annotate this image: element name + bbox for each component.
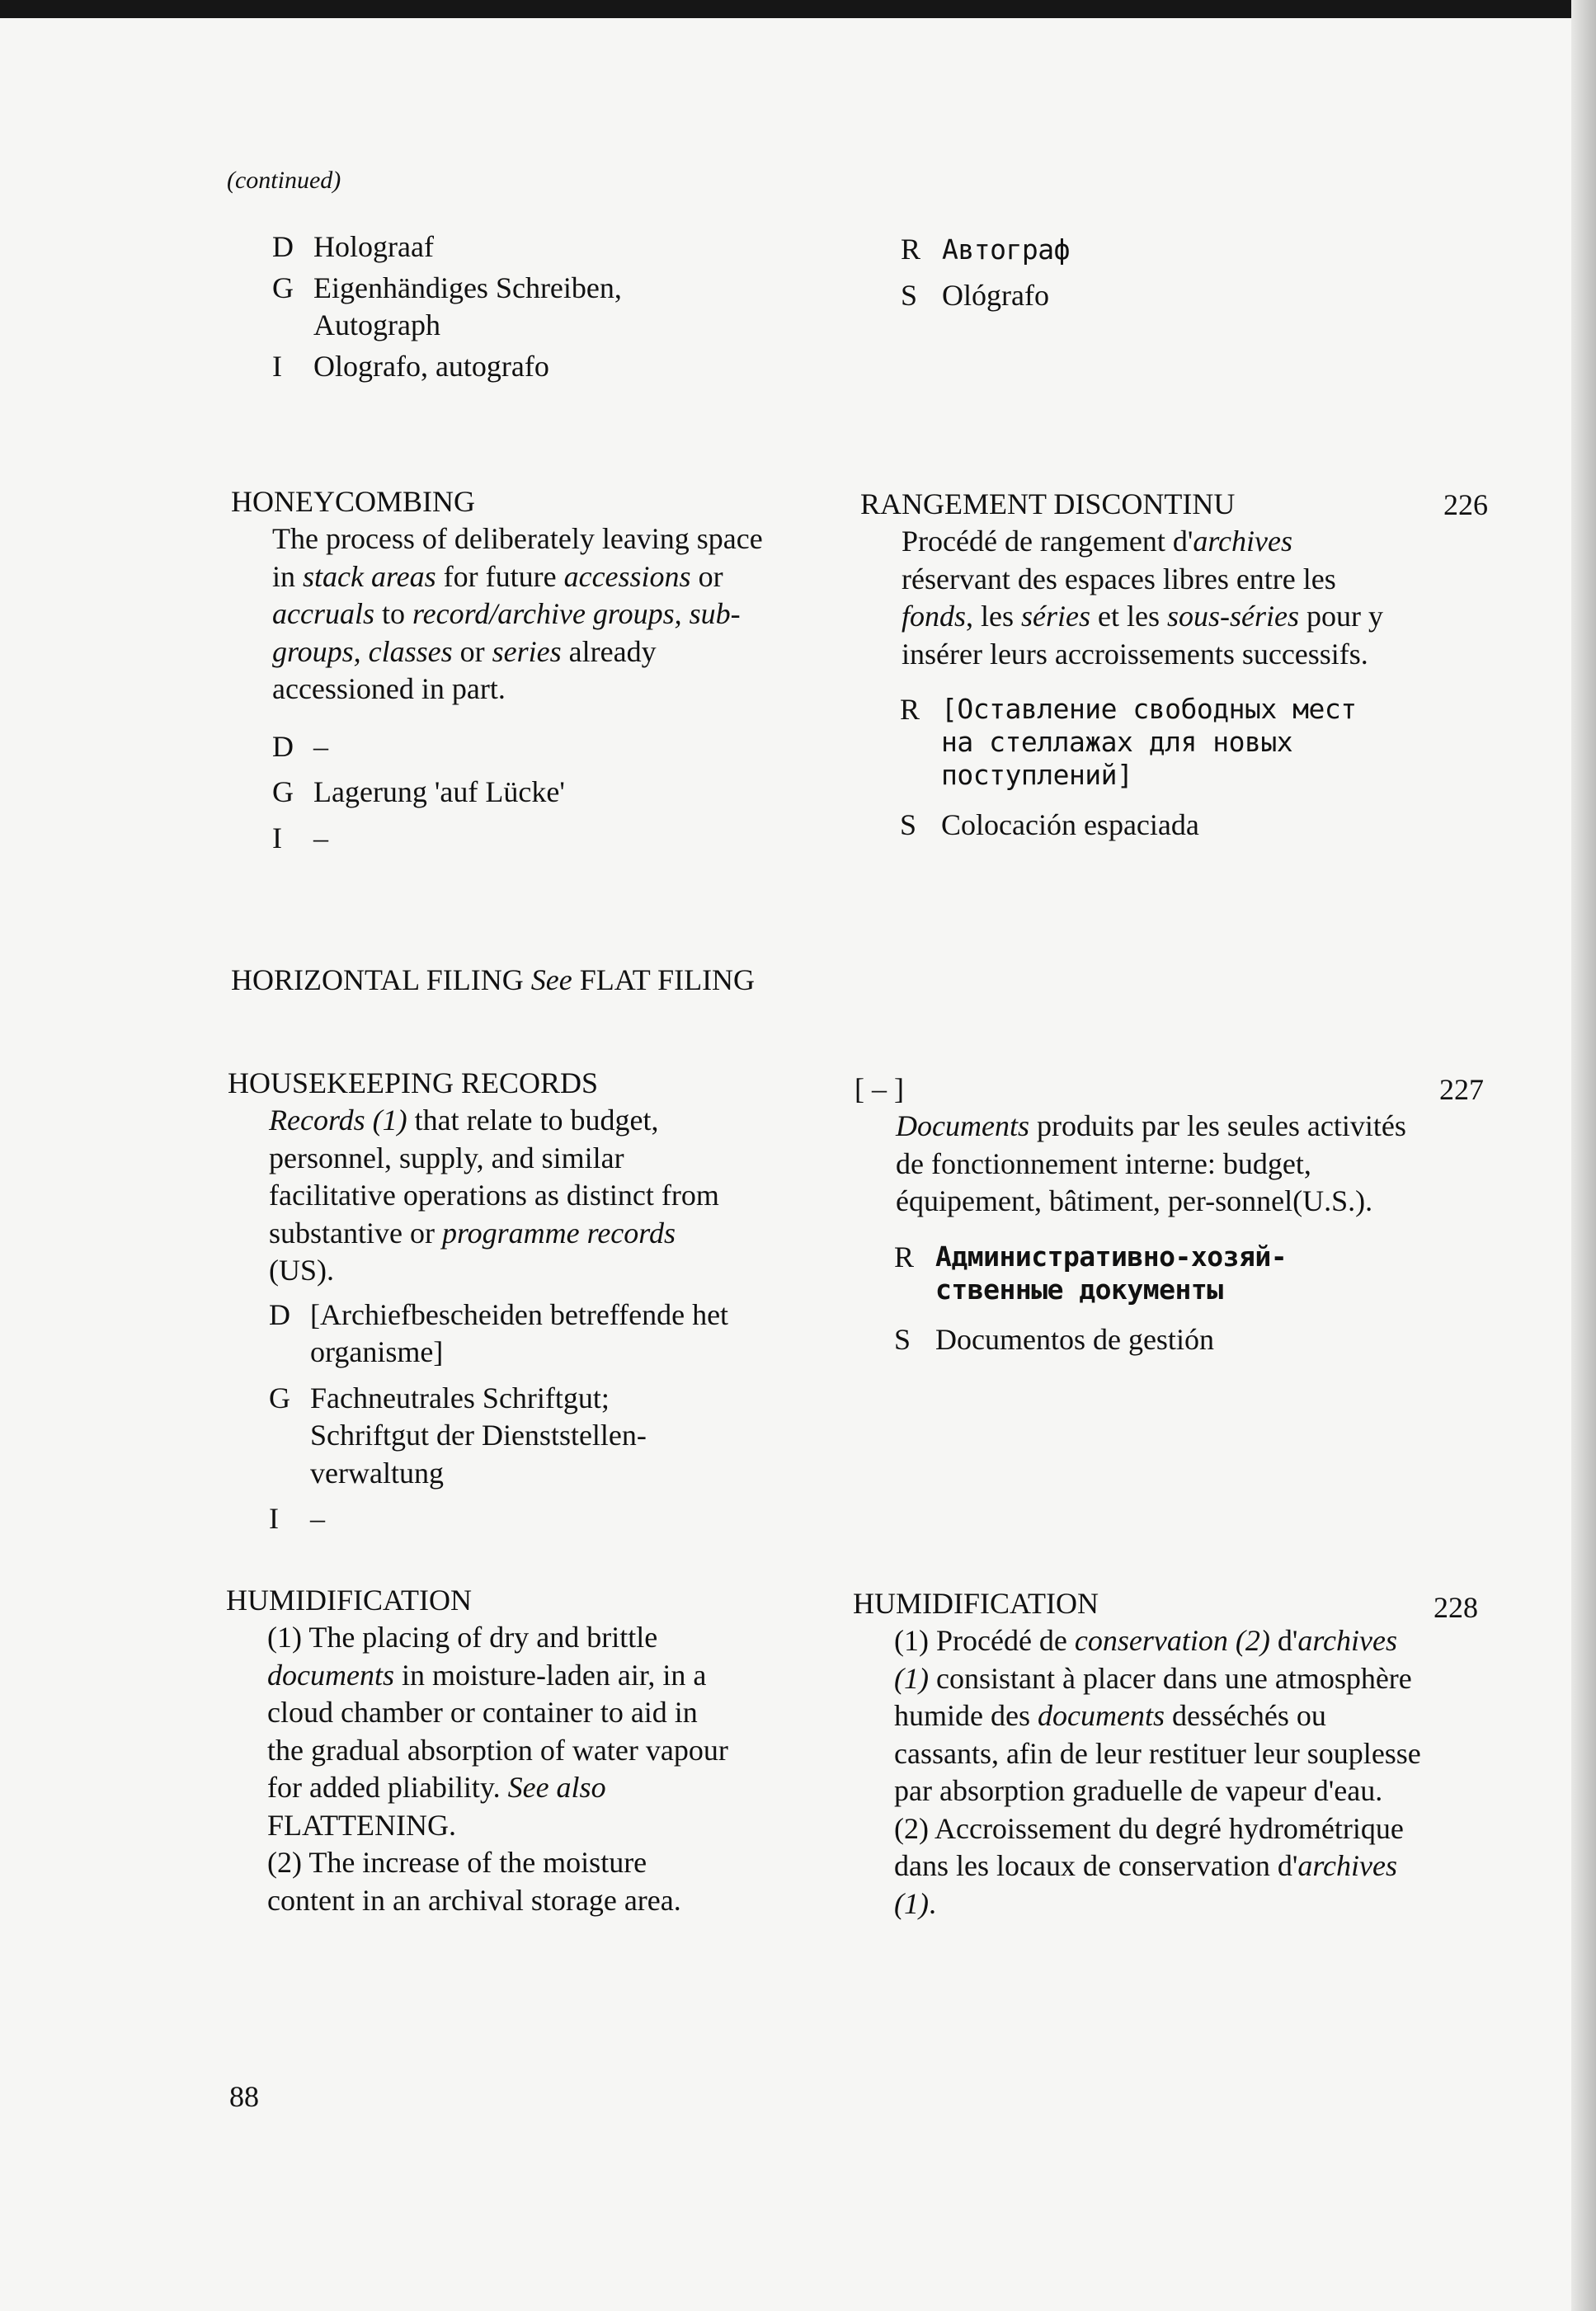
def-text: already accessioned in part. [272, 634, 657, 705]
def-italic: sous-séries [1167, 600, 1299, 633]
def-text: or [690, 559, 723, 593]
term-text: Автограф [942, 233, 1070, 266]
def-text: that relate to budget, personnel, supply, and similar facilitative operations as distinct from substantive or [269, 1104, 719, 1250]
term-row-r [901, 231, 1544, 269]
lang-code: G [272, 271, 294, 304]
entry-definition [860, 523, 1396, 673]
term-row-d [228, 1297, 805, 1372]
entry-definition-2: (2) The increase of the moisture content in an archival storage area. [267, 1846, 681, 1917]
def-text: The process of deliberately leaving space in [272, 522, 763, 593]
def-italic: programme records [441, 1216, 676, 1250]
cross-reference-target: FLAT FILING [579, 963, 756, 996]
def-text: (US). [269, 1254, 334, 1287]
entry-humidification [226, 1582, 803, 1919]
term-row-i [228, 1500, 805, 1538]
term-row-r [860, 693, 1504, 792]
lang-code: S [900, 808, 917, 841]
lang-code: S [894, 1322, 911, 1356]
def-italic: conservation (2) [1074, 1624, 1270, 1657]
continued-label: (continued) [227, 167, 341, 194]
def-text: in moisture-laden air, in a cloud chamber or container to aid in the gradual absorption of water vapour for added pliability. [267, 1658, 728, 1804]
entry-definition [228, 1102, 747, 1290]
entry-horizontal-filing [231, 962, 874, 999]
def-text: . [928, 1886, 936, 1920]
term-row-r [854, 1240, 1498, 1306]
def-text: for future [435, 559, 564, 593]
entry-rangement-discontinu [860, 486, 1504, 845]
term-row-d [231, 728, 808, 766]
term-row-s [854, 1321, 1498, 1359]
entry-definition [231, 520, 767, 708]
def-text: (2) Accroissement du degré hydrométrique dans les locaux de conservation d' [894, 1811, 1404, 1882]
entry-definition [854, 1108, 1424, 1221]
term-text: Lagerung 'auf Lücke' [313, 775, 565, 808]
lang-code: D [272, 729, 294, 763]
def-italic: documents [267, 1658, 394, 1692]
term-row-s [901, 277, 1544, 315]
term-row-g [228, 1380, 805, 1493]
def-italic: Records (1) [269, 1104, 407, 1137]
def-italic: stack areas [303, 559, 436, 593]
def-italic: archives [1193, 525, 1292, 558]
lang-code: I [269, 1502, 279, 1535]
term-text: Fachneutrales Schriftgut; Schriftgut der Dienststellen-verwaltung [310, 1381, 647, 1490]
def-text: (1) Procédé de [894, 1624, 1075, 1657]
term-text: Colocación espaciada [941, 808, 1199, 841]
entry-definition-2 [853, 1810, 1422, 1923]
term-text: Административно-хозяй-ственные документы [935, 1240, 1288, 1306]
entry-term: HONEYCOMBING [231, 485, 475, 518]
term-text: [Archiefbescheiden betreffende het organisme] [310, 1297, 729, 1368]
entry-honeycombing [231, 483, 808, 857]
def-text: réservant des espaces libres entre les [902, 562, 1336, 595]
entry-housekeeping-records [228, 1065, 805, 1538]
def-italic: archives (1) [894, 1624, 1397, 1695]
def-text: FLATTENING. [267, 1808, 456, 1842]
term-row-d [231, 228, 808, 266]
lang-code: R [900, 693, 920, 726]
entry-term: HORIZONTAL FILING [231, 963, 524, 996]
def-text: Procédé de rangement d' [902, 525, 1193, 558]
scan-top-edge [0, 0, 1596, 18]
scan-right-edge [1571, 0, 1596, 2311]
entry-number: 228 [1434, 1591, 1478, 1624]
term-row-g [231, 774, 808, 812]
entry-term: HOUSEKEEPING RECORDS [228, 1066, 599, 1099]
term-text: [Оставление свободных мест на стеллажах для новых поступлений] [941, 693, 1357, 791]
entry-term: [ – ] [854, 1072, 904, 1105]
def-text: pour y insérer leurs accroissements successifs. [902, 600, 1383, 671]
def-italic: series [492, 634, 562, 668]
lang-code: I [272, 349, 282, 383]
lang-code: D [269, 1297, 290, 1331]
lang-code: G [269, 1381, 290, 1414]
entry-term: HUMIDIFICATION [226, 1584, 472, 1617]
entry-definition-1 [226, 1619, 729, 1844]
lang-code: G [272, 775, 294, 808]
lang-code: D [272, 230, 294, 263]
lang-code: R [901, 233, 921, 266]
def-text: or [452, 634, 492, 668]
lang-code: S [901, 278, 918, 312]
term-text: – [310, 1502, 325, 1535]
def-text: to [374, 597, 412, 630]
term-text: Ológrafo [942, 278, 1049, 312]
def-text: desséchés ou cassants, afin de leur restituer leur souplesse par absorption graduelle de vapeur d'eau. [894, 1699, 1421, 1807]
entry-number: 227 [1439, 1073, 1484, 1106]
right-holograph-terms [901, 231, 1544, 314]
see-also-reference: See also [507, 1771, 606, 1804]
term-text: – [313, 821, 328, 854]
term-text: Olografo, autografo [313, 349, 549, 383]
term-row-i [231, 348, 808, 386]
entry-number: 226 [1443, 488, 1488, 521]
see-reference: See [530, 963, 572, 996]
lang-code: I [272, 821, 282, 854]
def-text: et les [1090, 600, 1167, 633]
entry-term-line [231, 962, 874, 999]
entry-term: HUMIDIFICATION [853, 1587, 1099, 1620]
def-italic: séries [1021, 600, 1091, 633]
page-number: 88 [229, 2080, 259, 2113]
term-text: Eigenhändiges Schreiben, Autograph [313, 271, 622, 341]
def-italic: accessions [563, 559, 691, 593]
entry-housekeeping-fr [854, 1071, 1498, 1358]
term-row-s [860, 807, 1504, 845]
entry-definition-1 [853, 1622, 1422, 1810]
def-text: d' [1269, 1624, 1298, 1657]
def-text: produits par les seules activités de fonctionnement interne: budget, équipement, bâtiment, per-sonnel(U.S.). [896, 1109, 1406, 1217]
term-text: Documentos de gestión [935, 1322, 1214, 1356]
term-row-i [231, 820, 808, 858]
def-italic: fonds [902, 600, 967, 633]
entry-humidification-fr [853, 1585, 1496, 1923]
lang-code: R [894, 1240, 915, 1273]
def-italic: accruals [272, 597, 374, 630]
term-text: – [313, 729, 328, 763]
term-text: Holograaf [313, 230, 434, 263]
entry-term: RANGEMENT DISCONTINU [860, 487, 1236, 520]
left-holograph-terms [231, 228, 808, 385]
term-row-g [231, 270, 808, 345]
def-text: (1) The placing of dry and brittle [267, 1621, 658, 1654]
def-italic: documents [1037, 1699, 1165, 1732]
def-italic: archives (1) [894, 1849, 1397, 1920]
def-text: , les [966, 600, 1022, 633]
def-italic: record/archive groups, sub-groups, classes [272, 597, 741, 668]
def-text: consistant à placer dans une atmosphère humide des [894, 1661, 1412, 1732]
def-italic: Documents [896, 1109, 1029, 1142]
